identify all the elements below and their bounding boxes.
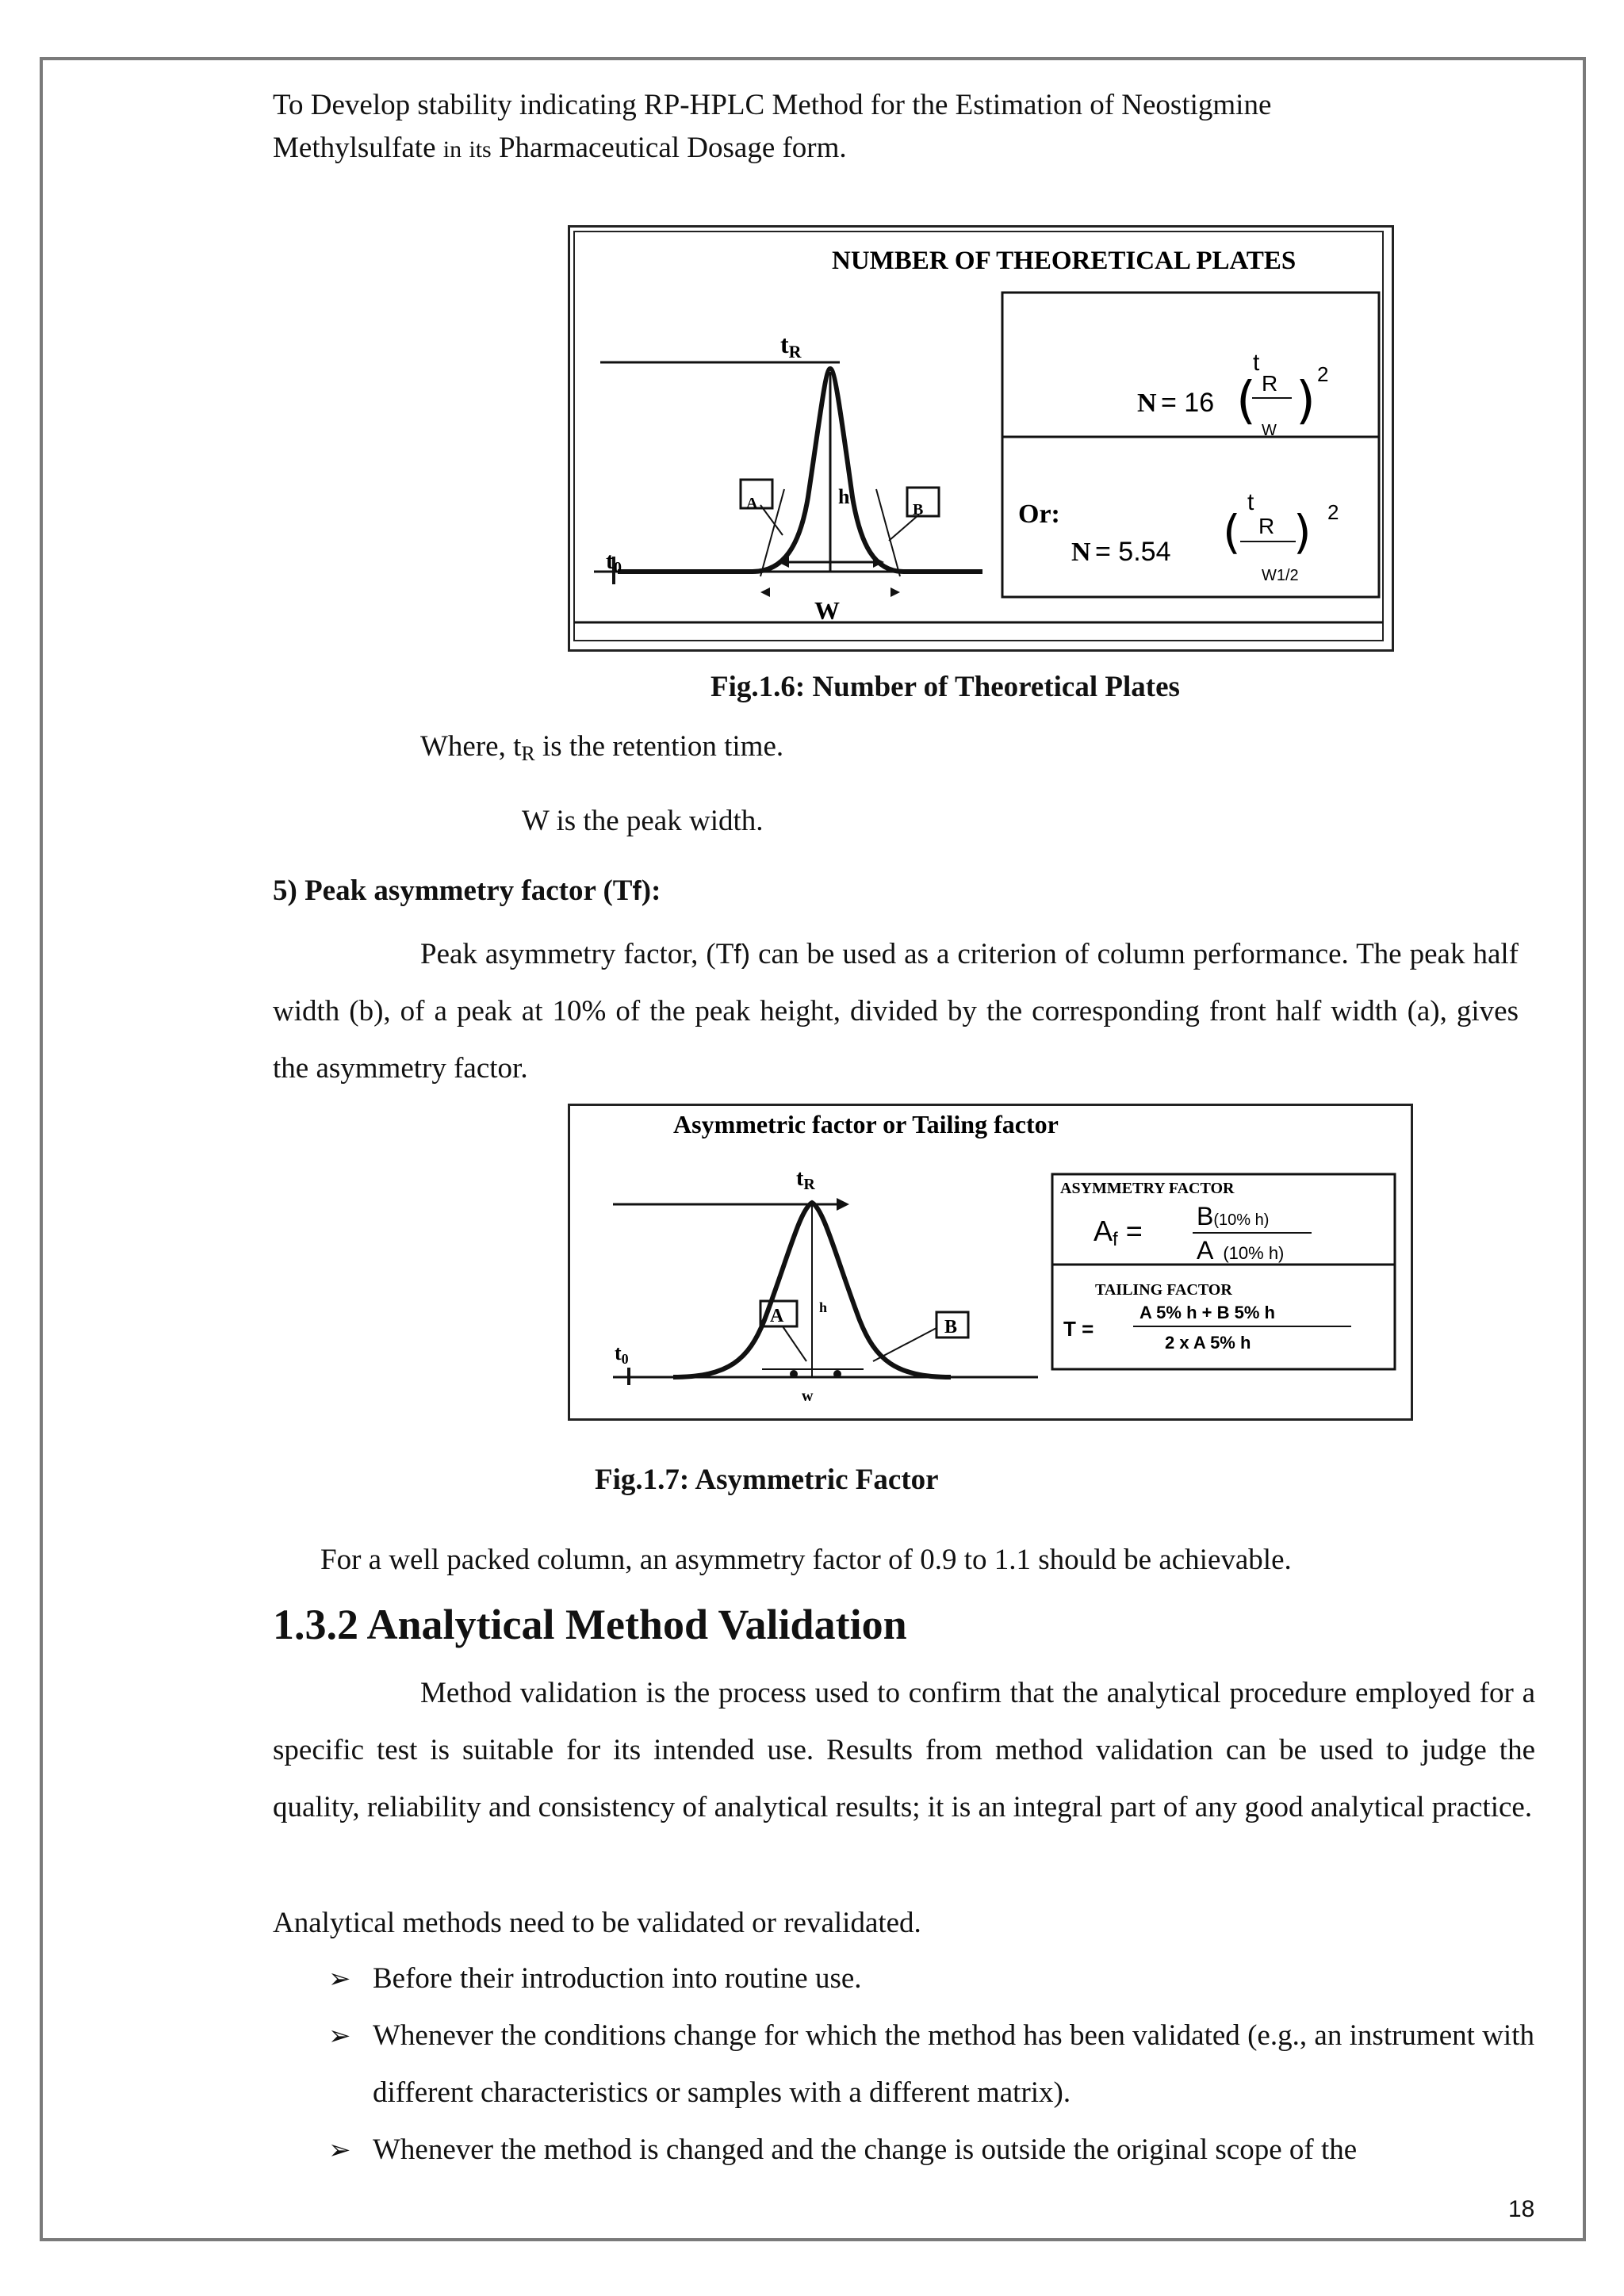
section5-heading-a: 5) Peak asymmetry factor (T	[273, 874, 633, 907]
page-number: 18	[1508, 2196, 1535, 2222]
header-line-2	[273, 127, 1542, 171]
fig6-formula1-paren-close: )	[1296, 372, 1316, 430]
figure-theoretical-plates-diagram	[570, 228, 1387, 645]
fig6-formula2-R: R	[1258, 514, 1275, 538]
section5-heading	[273, 874, 661, 908]
fig7-tail-den: 2 x A 5% h	[1165, 1333, 1251, 1353]
fig6-formula2-exp: 2	[1327, 500, 1339, 524]
fig6-formula1-exp: 2	[1317, 362, 1329, 386]
section-132-paragraph: Method validation is the process used to confirm that the analytical procedure employed for a specific test is suitable for its intended use. Results from method validation can be used to judge the quality, reliability and consistency of analytical results; it is an integral part of any good analytical practice.	[273, 1677, 1535, 1823]
where-line-2: W is the peak width.	[522, 805, 764, 837]
fig6-formula1-R: R	[1262, 371, 1278, 396]
header-line-1: To Develop stability indicating RP-HPLC Method for the Estimation of Neostigmine	[273, 89, 1272, 121]
figure-asymmetric-factor-diagram	[570, 1106, 1406, 1414]
fig7-label-t0: t0	[615, 1341, 629, 1367]
fig6-formula2-paren-close: )	[1293, 505, 1312, 559]
bullet-text-3: Whenever the method is changed and the change is outside the original scope of the	[373, 2133, 1358, 2166]
fig6-formula2-t: t	[1247, 489, 1254, 515]
section5-para-a: Peak asymmetry factor, (T	[420, 938, 734, 970]
section5-para-b: can be used as a criterion of column performance. The peak half width (b), of a peak at 10% of the peak height, divided by the corresponding front half width (a), gives the asymmetry factor.	[273, 938, 1519, 1085]
bullet-item-3	[328, 2122, 1534, 2179]
bullet-item-2	[328, 2007, 1534, 2122]
fig6-caption: Fig.1.6: Number of Theoretical Plates	[710, 671, 1180, 703]
section5-heading-f: f	[632, 876, 642, 906]
fig6-label-h: h	[838, 485, 850, 508]
fig6-formula1-t: t	[1253, 350, 1260, 376]
fig7-caption: Fig.1.7: Asymmetric Factor	[595, 1464, 939, 1496]
fig6-title: NUMBER OF THEORETICAL PLATES	[832, 247, 1297, 275]
fig6-formula1-N: N	[1137, 388, 1157, 418]
fig6-formula1-W: W	[1262, 422, 1277, 439]
fig6-formula2-N: N	[1071, 538, 1091, 567]
fig7-tail-title: TAILING FACTOR	[1095, 1281, 1232, 1299]
fig7-label-tR: tR	[796, 1166, 815, 1193]
fig6-or: Or:	[1018, 499, 1060, 529]
arrow-bullet-icon: ➢	[328, 1963, 351, 1995]
section-132-heading: 1.3.2 Analytical Method Validation	[273, 1601, 907, 1648]
fig7-label-w: w	[802, 1387, 814, 1405]
figure-asymmetric-factor	[568, 1104, 1413, 1421]
fig7-label-h: h	[819, 1299, 828, 1315]
fig7-label-A: A	[770, 1306, 784, 1326]
fig7-label-B: B	[944, 1317, 958, 1337]
fig6-formula1-eq: = 16	[1161, 388, 1215, 418]
where-line-1	[420, 718, 783, 783]
fig7-asym-num: B(10% h)	[1197, 1202, 1270, 1230]
running-header	[273, 84, 1542, 171]
fig6-formula1-paren-open: (	[1236, 372, 1256, 430]
bullet-item-1	[328, 1950, 1534, 2007]
fig7-asym-title: ASYMMETRY FACTOR	[1060, 1180, 1235, 1197]
figure-theoretical-plates	[568, 225, 1394, 652]
where-desc: is the retention time.	[534, 730, 784, 763]
fig7-asym-den: A (10% h)	[1197, 1236, 1285, 1265]
packed-column-note: For a well packed column, an asymmetry factor of 0.9 to 1.1 should be achievable.	[320, 1544, 1292, 1576]
header-text-b: Pharmaceutical Dosage form.	[491, 132, 847, 164]
header-text-its: its	[469, 136, 492, 163]
fig6-label-tR: tR	[780, 330, 802, 362]
where-t: Where, t	[420, 730, 522, 763]
fig7-title: Asymmetric factor or Tailing factor	[673, 1110, 1059, 1138]
fig7-tail-num: A 5% h + B 5% h	[1139, 1303, 1275, 1322]
section5-para-f: f)	[733, 939, 751, 970]
section5-paragraph	[273, 926, 1519, 1097]
fig6-label-t0: t0	[606, 548, 622, 576]
fig6-label-A: A	[746, 495, 758, 512]
section-132-intro: Analytical methods need to be validated or revalidated.	[273, 1907, 921, 1939]
arrow-bullet-icon: ➢	[328, 2134, 351, 2166]
header-text-in: in	[442, 136, 462, 163]
fig6-formula2-W: W1/2	[1262, 567, 1299, 584]
fig6-formula2-paren-open: (	[1223, 505, 1241, 559]
fig6-formula2-eq: = 5.54	[1095, 537, 1171, 567]
section5-heading-b: ):	[641, 874, 661, 907]
fig6-label-B: B	[913, 501, 924, 519]
fig6-label-W: W	[814, 596, 840, 625]
where-sub-R: R	[521, 742, 535, 765]
fig7-tail-lhs: T =	[1063, 1317, 1094, 1341]
fig7-asym-lhs: Af =	[1094, 1215, 1143, 1250]
arrow-bullet-icon: ➢	[328, 2020, 351, 2052]
bullet-text-1: Before their introduction into routine use.	[373, 1962, 862, 1995]
bullet-text-2: Whenever the conditions change for which the method has been validated (e.g., an instrument with different characteristics or samples with a different matrix).	[373, 2019, 1534, 2109]
header-text-a: Methylsulfate	[273, 132, 443, 164]
